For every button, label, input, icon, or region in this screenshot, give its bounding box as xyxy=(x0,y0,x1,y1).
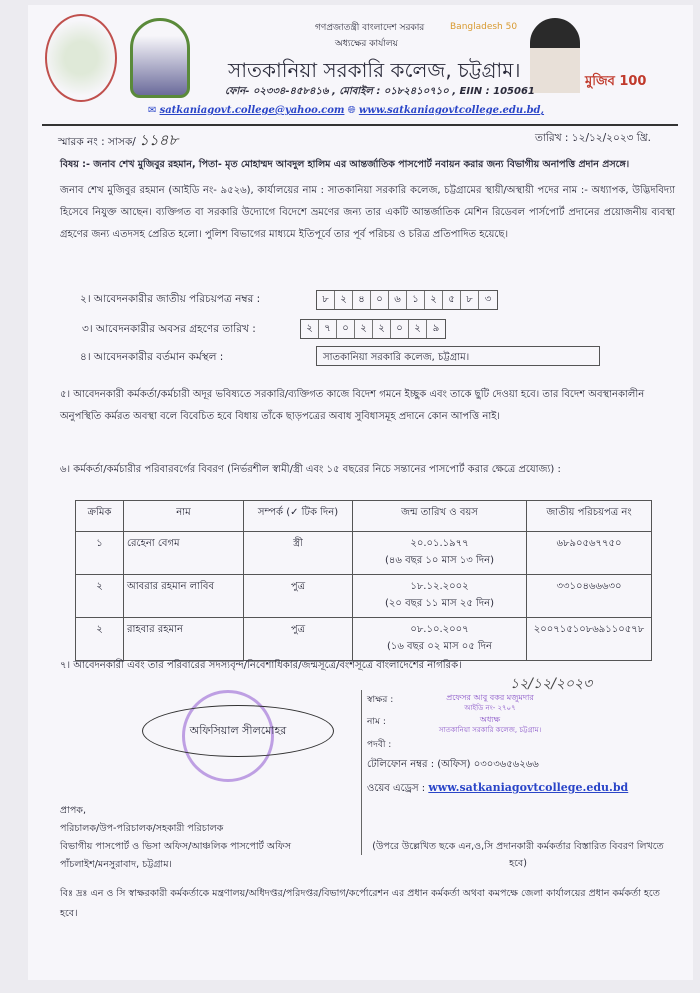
memo-date: তারিখ : ১২/১২/২০২৩ খ্রি. xyxy=(535,132,651,144)
header-divider xyxy=(42,124,678,126)
recipient-line-1: পরিচালক/উপ-পরিচালক/সহকারী পরিচালক xyxy=(60,823,224,834)
nid-digit-boxes xyxy=(316,290,498,310)
college-emblem-logo xyxy=(45,14,117,102)
workplace-label: ৪। আবেদনকারীর বর্তমান কর্মস্থল : xyxy=(80,351,224,363)
digit-box: ৮ xyxy=(461,291,479,309)
digit-box: ২ xyxy=(373,320,391,338)
cell-dob: ২০.০১.১৯৭৭ (৪৬ বছর ১০ মাস ১৩ দিন) xyxy=(353,532,527,575)
footnote: বিঃ দ্রঃ এন ও সি স্বাক্ষরকারী কর্মকর্তাকে মন্ত্রণালয়/অধিদপ্তর/পরিদপ্তর/বিভাগ/কর্পোরেশন এর প্রধান কর্মকর্তা অথবা কমপক্ষে জেলা কার্যালয়ের প্রধান কর্মকর্তা হতে হবে। xyxy=(60,888,660,919)
digit-box: ২ xyxy=(301,320,319,338)
column-divider xyxy=(361,690,362,855)
portrait-image xyxy=(530,18,580,93)
digit-box: ২ xyxy=(355,320,373,338)
cell-serial: ২ xyxy=(76,618,124,661)
header-serial: ক্রমিক xyxy=(76,501,124,532)
gov-title: গণপ্রজাতন্ত্রী বাংলাদেশ সরকার xyxy=(315,23,425,33)
email-line xyxy=(148,105,544,116)
email-link[interactable]: satkaniagovt.college@yahoo.com xyxy=(159,105,345,116)
mujib-100-logo: মুজিব 100 xyxy=(585,74,647,89)
cell-name: রেহেনা বেগম xyxy=(124,532,244,575)
digit-box: ০ xyxy=(371,291,389,309)
digit-box: ২ xyxy=(409,320,427,338)
recipient-label: প্রাপক, xyxy=(60,805,86,816)
digit-box: ২ xyxy=(335,291,353,309)
intro-paragraph: জনাব শেখ মুজিবুর রহমান (আইডি নং- ৯৫২৬), কার্যালয়ের নাম : সাতকানিয়া সরকারি কলেজ, চট্টগ্রামের স্থায়ী/অস্থায়ী পদের নাম :- অধ্যাপক, উদ্ভিদবিদ্যা হিসেবে নিযুক্ত আছেন। ব্যক্তিগত বা সরকারি উদ্যোগে বিদেশে ভ্রমণের জন্য তার একটি আন্তর্জাতিক মেশিন রিডেবল পার্সপোর্ট প্রদানের প্রয়োজনীয় ব্যবস্থা গ্রহণের জন্য এতদসহ প্রেরিত হলো। পুলিশ বিভাগের মাধ্যমে ইতিপূর্বে তার পূর্ব পরিচয় ও চরিত্র প্রতিপাদিত হয়েছে। xyxy=(60,185,675,240)
college-crest-logo xyxy=(130,18,190,98)
name-label: নাম : xyxy=(367,717,386,727)
cell-nid: ৬৮৯০৫৬৭৭৫০ xyxy=(527,532,652,575)
digit-box: ৪ xyxy=(353,291,371,309)
header-dob: জন্ম তারিখ ও বয়স xyxy=(353,501,527,532)
memo-number: স্মারক নং : সাসক/ ১১৪৮ xyxy=(58,131,179,149)
globe-icon: 🌐︎ xyxy=(347,105,356,116)
digit-box: ৩ xyxy=(484,294,492,305)
header-nid: জাতীয় পরিচয়পত্র নং xyxy=(527,501,652,532)
digit-box: ২ xyxy=(425,291,443,309)
official-seal-area: অফিসিয়াল সীলমোহর xyxy=(142,705,334,757)
digit-box: ৫ xyxy=(443,291,461,309)
bangladesh-50-logo: Bangladesh 50 xyxy=(450,22,518,32)
sign-label: স্বাক্ষর : xyxy=(367,695,394,705)
noc-note: (উপরে উল্লেখিত ছকে এন,ও,সি প্রদানকারী কর্মকর্তার বিস্তারিত বিবরণ লিখতে হবে) xyxy=(372,841,664,869)
website-link[interactable]: www.satkaniagovtcollege.edu.bd, xyxy=(358,105,545,116)
cell-nid: ৩৩১০৪৬৬৬৩০ xyxy=(527,575,652,618)
table-row xyxy=(76,532,652,575)
digit-box: ৮ xyxy=(317,291,335,309)
item-7: ৭। আবেদনকারী এবং তার পরিবারের সদস্যবৃন্দ/নিবেশাধিকার/জন্মসূত্রে/বংশসূত্রে বাংলাদেশের নাগরিক। xyxy=(60,660,462,671)
nid-label: ২। আবেদনকারীর জাতীয় পরিচয়পত্র নম্বর : xyxy=(80,293,261,305)
office-phone: টেলিফোন নম্বর : (অফিস) ০৩০৩৬৫৬২৬৬ xyxy=(367,759,539,770)
recipient-line-3: পাঁচলাইশ/মনসুরাবাদ, চট্টগ্রাম। xyxy=(60,859,172,870)
designation-label: পদবী : xyxy=(367,740,392,750)
cell-relation: পুত্র xyxy=(244,575,353,618)
retire-date-label: ৩। আবেদনকারীর অবসর গ্রহণের তারিখ : xyxy=(82,323,256,335)
header-relation: সম্পর্ক (✓ টিক দিন) xyxy=(244,501,353,532)
principal-stamp: প্রফেসর আবু বকর মজুমদার আইডি নং- ২৭০৭ অধ্যক্ষ সাতকানিয়া সরকারি কলেজ, চট্টগ্রাম। xyxy=(438,693,542,734)
email-icon: ✉ xyxy=(148,105,160,116)
digit-box: ৬ xyxy=(389,291,407,309)
cell-dob: ০৮.১০.২০০৭ (১৬ বছর ০২ মাস ০৫ দিন xyxy=(353,618,527,661)
digit-box: ১ xyxy=(407,291,425,309)
cell-nid: ২০০৭১৫১০৮৬৯১১০৫৭৮ xyxy=(527,618,652,661)
digit-box: ০ xyxy=(391,320,409,338)
cell-relation: স্ত্রী xyxy=(244,532,353,575)
table-row xyxy=(76,618,652,661)
contact-line: ফোন- ০২৩৩৪-৪৫৮৪১৬ , মোবাইল : ০১৮২৪১০৭১০ , EIIN : 105061 xyxy=(225,86,535,97)
workplace-box: সাতকানিয়া সরকারি কলেজ, চট্টগ্রাম। xyxy=(316,346,600,366)
header-name: নাম xyxy=(124,501,244,532)
digit-box: ৭ xyxy=(319,320,337,338)
item-6: ৬। কর্মকর্তা/কর্মচারীর পরিবারবর্গের বিবরণ (নির্ভরশীল স্বামী/স্ত্রী এবং ১৫ বছরের নিচে সন্তানের পাসপোর্ট করার ক্ষেত্রে প্রযোজ্য) : xyxy=(60,464,561,475)
recipient-line-2: বিভাগীয় পাসপোর্ট ও ভিসা অফিস/আঞ্চলিক পাসপোর্ট অফিস xyxy=(60,841,292,852)
table-row xyxy=(76,575,652,618)
family-table xyxy=(75,500,652,661)
web-address: ওয়েব এড্রেস : www.satkaniagovtcollege.edu.bd xyxy=(367,781,629,794)
subject-line: বিষয় :- জনাব শেখ মুজিবুর রহমান, পিতা- মৃত মোহাম্মদ আবদুল হালিম এর আন্তর্জাতিক পাসপোর্ট নবায়ন করার জন্য বিভাগীয় অনাপত্তি প্রদান প্রসঙ্গে। xyxy=(60,159,630,170)
cell-serial: ২ xyxy=(76,575,124,618)
cell-relation: পুত্র xyxy=(244,618,353,661)
item-5: ৫। আবেদনকারী কর্মকর্তা/কর্মচারী অদূর ভবিষ্যতে সরকারি/ব্যক্তিগত কাজে বিদেশ গমনে ইচ্ছুক এবং তাকে ছুটি দেওয়া হবে। তার বিদেশ অবস্থানকালীন অনুপস্থিতি কর্মরত অবস্থা বলে বিবেচিত হবে বিধায় তাঁকে ছাড়পত্রের অবাধ সুবিধাসমূহ প্রদানে কোন আপত্তি নাই। xyxy=(60,389,645,422)
office-title: অধ্যক্ষের কার্যালয় xyxy=(335,39,398,49)
retire-date-digit-boxes xyxy=(300,319,446,339)
cell-dob: ১৮.১২.২০০২ (২০ বছর ১১ মাস ২৫ দিন) xyxy=(353,575,527,618)
cell-serial: ১ xyxy=(76,532,124,575)
cell-name: রাহবার রহমান xyxy=(124,618,244,661)
cell-name: আবরার রহমান লাবিব xyxy=(124,575,244,618)
college-title: সাতকানিয়া সরকারি কলেজ, চট্টগ্রাম। xyxy=(228,58,521,82)
web-address-link[interactable]: www.satkaniagovtcollege.edu.bd xyxy=(428,781,629,794)
digit-box: ০ xyxy=(337,320,355,338)
digit-box: ৯ xyxy=(432,323,440,334)
handwritten-signature-date: ১২/১২/২০২৩ xyxy=(510,676,593,692)
